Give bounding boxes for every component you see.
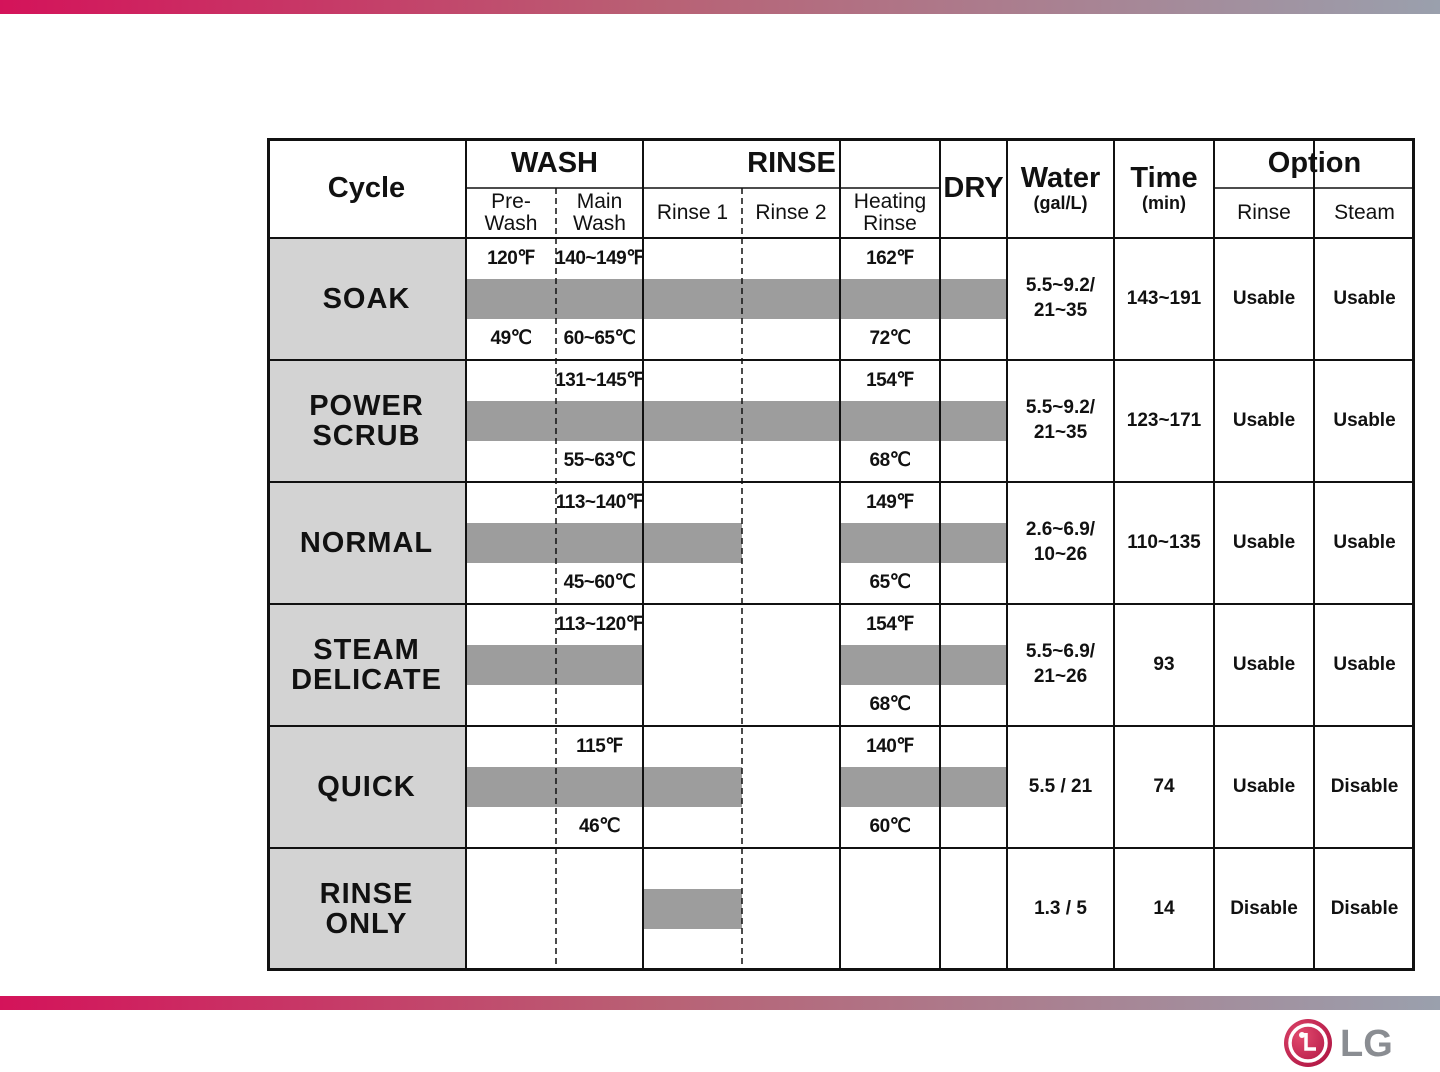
option-rinse-value: Usable [1232, 654, 1296, 676]
main-wash-temp-f: 131~145℉ [555, 370, 644, 392]
time-value: 110~135 [1127, 532, 1201, 554]
phase-bar [466, 645, 556, 685]
header-main-wash [556, 188, 643, 238]
heating-rinse-temp-f: 154℉ [866, 370, 914, 392]
phase-bar [556, 401, 643, 441]
phase-bar [840, 645, 940, 685]
prewash-temp-f: 120℉ [487, 248, 535, 270]
header-heating-rinse-line2: Rinse [863, 212, 917, 235]
water-value-line1: 5.5~9.2/ [1025, 397, 1096, 419]
time-value: 143~191 [1126, 288, 1202, 310]
header-heating-rinse [840, 188, 940, 238]
cycle-name: NORMAL [299, 526, 434, 559]
water-value [1007, 604, 1114, 726]
header-rinse: RINSE [747, 146, 836, 179]
prewash-temp-f [466, 484, 556, 522]
prewash-temp-c [466, 442, 556, 480]
main-wash-temp-c: 45~60℃ [563, 572, 636, 594]
phase-bar [466, 401, 556, 441]
water-value [1007, 360, 1114, 482]
phase-bar [643, 523, 742, 563]
time-value: 93 [1153, 654, 1175, 676]
phase-bar [840, 767, 940, 807]
heating-rinse-temp-f: 140℉ [866, 736, 914, 758]
header-water-unit: (gal/L) [1033, 192, 1088, 213]
heating-rinse-temp-c: 60℃ [869, 816, 911, 838]
main-wash-temp-c [556, 686, 643, 724]
water-value [1007, 726, 1114, 848]
cycle-name: QUICK [317, 770, 416, 803]
water-value-line1: 5.5 / 21 [1028, 775, 1093, 797]
phase-bar [643, 889, 742, 929]
header-time-label: Time [1130, 162, 1198, 195]
time-value: 74 [1153, 776, 1175, 798]
phase-bar [940, 279, 1007, 319]
main-wash-temp-c: 60~65℃ [563, 328, 636, 350]
option-rinse-value: Disable [1230, 898, 1298, 920]
main-wash-temp-f: 115℉ [576, 736, 623, 758]
prewash-temp-f [466, 850, 556, 888]
heating-rinse-temp-f: 149℉ [866, 492, 914, 514]
phase-bar [556, 279, 643, 319]
option-rinse-value: Usable [1232, 776, 1296, 798]
phase-bar [466, 767, 556, 807]
phase-bar [940, 401, 1007, 441]
header-heating-rinse-line1: Heating [853, 189, 927, 213]
option-steam-value: Disable [1330, 898, 1399, 920]
phase-bar [840, 523, 940, 563]
option-steam-value: Usable [1333, 654, 1396, 676]
option-steam-value: Usable [1333, 532, 1396, 554]
cycle-name: STEAM DELICATE [291, 633, 442, 696]
phase-bar [940, 767, 1007, 807]
prewash-temp-c: 49℃ [490, 328, 532, 350]
option-steam-value: Disable [1330, 776, 1399, 798]
header-rinse-1: Rinse 1 [656, 200, 729, 224]
main-wash-temp-f: 113~140℉ [555, 492, 644, 514]
option-rinse-value: Usable [1232, 532, 1296, 554]
main-wash-temp-c: 55~63℃ [563, 450, 636, 472]
main-wash-temp-f [556, 850, 643, 888]
cycle-name: POWER SCRUB [309, 389, 424, 452]
phase-bar [940, 645, 1007, 685]
phase-bar [643, 401, 742, 441]
water-value-line2: 21~26 [1033, 666, 1088, 687]
bottom-accent-bar [0, 996, 1440, 1010]
header-main-wash-line1: Main [576, 189, 623, 213]
prewash-temp-c [466, 930, 556, 968]
water-value-line2: 10~26 [1033, 544, 1088, 565]
prewash-temp-c [466, 686, 556, 724]
heating-rinse-temp-c: 68℃ [869, 694, 911, 716]
cycle-name: SOAK [322, 282, 411, 315]
heating-rinse-temp-f: 162℉ [866, 248, 914, 270]
cycle-name: RINSE ONLY [319, 877, 414, 940]
phase-bar [466, 523, 556, 563]
time-value: 123~171 [1126, 410, 1202, 432]
phase-bar [840, 401, 940, 441]
water-value-line1: 5.5~9.2/ [1025, 275, 1096, 297]
top-accent-bar [0, 0, 1440, 14]
phase-bar [556, 645, 643, 685]
heating-rinse-temp-f: 154℉ [866, 614, 914, 636]
water-value-line2: 21~35 [1033, 300, 1088, 321]
lg-logo-text: LG [1340, 1023, 1393, 1065]
wash-cycle-table [267, 138, 1415, 971]
header-pre-wash: Pre-Wash [484, 189, 538, 235]
lg-logo [1284, 1019, 1404, 1071]
header-water [1007, 138, 1114, 238]
option-rinse-value: Usable [1232, 410, 1296, 432]
header-main-wash-line2: Wash [573, 212, 626, 235]
prewash-temp-c [466, 564, 556, 602]
main-wash-temp-c: 46℃ [579, 816, 620, 838]
phase-bar [556, 523, 643, 563]
water-value-line1: 2.6~6.9/ [1025, 519, 1096, 541]
phase-bar [742, 401, 840, 441]
header-time [1114, 138, 1214, 238]
phase-bar [556, 767, 643, 807]
prewash-temp-f [466, 728, 556, 766]
heating-rinse-temp-c: 68℃ [869, 450, 911, 472]
header-time-unit: (min) [1142, 192, 1186, 213]
heating-rinse-temp-f [840, 850, 940, 888]
phase-bar [940, 523, 1007, 563]
header-option-steam: Steam [1334, 200, 1395, 224]
water-value-line1: 1.3 / 5 [1034, 897, 1087, 919]
header-rinse-2: Rinse 2 [755, 200, 827, 224]
option-steam-value: Usable [1333, 288, 1396, 310]
option-steam-value: Usable [1333, 410, 1396, 432]
phase-bar [643, 279, 742, 319]
header-option-rinse: Rinse [1237, 200, 1291, 224]
main-wash-temp-f: 113~120℉ [555, 614, 644, 636]
phase-bar [742, 279, 840, 319]
water-value-line2: 21~35 [1033, 422, 1088, 443]
heating-rinse-temp-c: 65℃ [869, 572, 911, 594]
water-value [1007, 482, 1114, 604]
heating-rinse-temp-c: 72℃ [869, 328, 911, 350]
heating-rinse-temp-c [840, 930, 940, 968]
time-value: 14 [1153, 898, 1175, 920]
phase-bar [840, 279, 940, 319]
header-cycle: Cycle [327, 171, 406, 204]
water-value-line1: 5.5~6.9/ [1025, 641, 1096, 663]
main-wash-temp-c [556, 930, 643, 968]
prewash-temp-f [466, 362, 556, 400]
main-wash-temp-f: 140~149℉ [555, 248, 644, 270]
header-water-label: Water [1020, 162, 1101, 195]
water-value [1007, 848, 1114, 970]
phase-bar [643, 767, 742, 807]
prewash-temp-c [466, 808, 556, 846]
header-dry: DRY [943, 171, 1004, 204]
phase-bar [466, 279, 556, 319]
header-option: Option [1267, 146, 1362, 179]
lg-logo-icon [1284, 1019, 1332, 1067]
water-value [1007, 238, 1114, 360]
option-rinse-value: Usable [1232, 288, 1296, 310]
header-wash: WASH [511, 146, 598, 179]
prewash-temp-f [466, 606, 556, 644]
